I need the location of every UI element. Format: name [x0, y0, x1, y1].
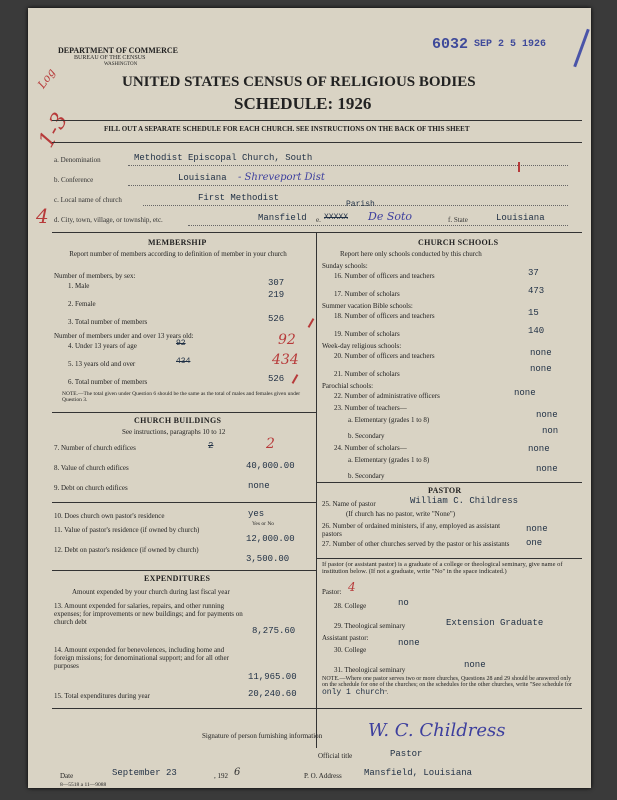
q15-value: 20,240.60: [248, 689, 297, 699]
q2-value: 219: [268, 290, 285, 300]
q26-value: none: [526, 524, 548, 534]
value-denomination: Methodist Episcopal Church, South: [134, 153, 313, 163]
schools-summer: Summer vacation Bible schools:: [322, 302, 413, 310]
q22-label: 22. Number of administrative officers: [334, 392, 440, 400]
membership-intro: Report number of members according to definition of member in your church: [69, 250, 287, 258]
buildings-intro: See instructions, paragraphs 10 to 12: [122, 428, 226, 436]
q25-value: William C. Childress: [410, 496, 519, 506]
q28-value: no: [398, 598, 409, 608]
q16-value: 37: [528, 268, 539, 278]
q17-label: 17. Number of scholars: [334, 290, 400, 298]
form-code: 8—5518 a 11—9088: [60, 782, 107, 788]
check-mark-top: [518, 162, 520, 172]
q6-value: 526: [268, 374, 285, 384]
q11-label: 11. Value of pastor's residence (if owned by church): [54, 526, 200, 534]
q14-value: 11,965.00: [248, 672, 297, 682]
margin-note-2: Log: [35, 66, 58, 91]
expenditures-intro: Amount expended by your church during last fiscal year: [72, 588, 230, 596]
buildings-title: CHURCH BUILDINGS: [134, 416, 222, 425]
date-year-hand: 6: [234, 767, 241, 778]
form-title: UNITED STATES CENSUS OF RELIGIOUS BODIES: [122, 74, 476, 90]
schools-title: CHURCH SCHOOLS: [418, 238, 499, 247]
q23b-value: non: [542, 426, 559, 436]
check-mark: [573, 29, 589, 68]
q24b-value: none: [536, 464, 558, 474]
q31-value: none: [464, 660, 486, 670]
value-e-struck: XXXXX: [324, 213, 349, 222]
official-title-label: Official title: [318, 752, 353, 760]
pastor-final-note: [322, 676, 576, 697]
value-city: Mansfield: [258, 213, 307, 223]
q19-label: 19. Number of scholars: [334, 330, 400, 338]
q27-value: one: [526, 538, 543, 548]
q23a-label: a. Elementary (grades 1 to 8): [348, 416, 430, 424]
q3-label: 3. Total number of members: [68, 318, 148, 326]
value-local-name: First Methodist: [198, 193, 280, 203]
membership-by-sex: Number of members, by sex:: [54, 272, 136, 280]
q30-value: none: [398, 638, 420, 648]
q28-label: 28. College: [334, 602, 367, 610]
po-value: Mansfield, Louisiana: [364, 768, 473, 778]
date-year: , 192: [214, 772, 228, 780]
q15-label: 15. Total expenditures during year: [54, 692, 150, 700]
membership-title: MEMBERSHIP: [148, 238, 207, 247]
q16-label: 16. Number of officers and teachers: [334, 272, 435, 280]
q14-label: 14. Amount expended for benevolences, including home and foreign missions; for denominational support; and for all other purposes: [54, 646, 229, 670]
form-subtitle: SCHEDULE: 1926: [234, 94, 372, 113]
q13-value: 8,275.60: [252, 626, 296, 636]
q5-label: 5. 13 years old and over: [68, 360, 136, 368]
margin-note-3: 4: [36, 204, 49, 228]
q1-value: 307: [268, 278, 285, 288]
stamp-number: 6032: [432, 36, 469, 53]
q20-value: none: [530, 348, 552, 358]
q17-value: 473: [528, 286, 545, 296]
q19-value: 140: [528, 326, 545, 336]
instructions: FILL OUT A SEPARATE SCHEDULE FOR EACH CHURCH. SEE INSTRUCTIONS ON THE BACK OF THIS SHEET: [104, 125, 470, 133]
label-city: d. City, town, village, or township, etc.: [54, 216, 163, 224]
schools-intro: Report here only schools conducted by this church: [340, 250, 482, 258]
pastor-final-end: ".: [384, 690, 389, 696]
value-conference-district: - Shreveport Dist: [238, 172, 325, 183]
q18-label: 18. Number of officers and teachers: [334, 312, 435, 320]
pastor-title: PASTOR: [428, 486, 462, 495]
q29-value: Extension Graduate: [446, 618, 544, 628]
pastor-label: Pastor:: [322, 588, 342, 596]
membership-age-intro: Number of members under and over 13 years old:: [54, 332, 194, 340]
margin-note-1: 1-3: [34, 108, 74, 153]
schools-weekday: Week-day religious schools:: [322, 342, 402, 350]
q7-value: 2: [266, 436, 275, 452]
schools-parochial: Parochial schools:: [322, 382, 374, 390]
q22-value: none: [514, 388, 536, 398]
label-e: e.: [316, 216, 321, 224]
census-schedule-page: [28, 8, 591, 788]
sig-label: Signature of person furnishing information: [202, 732, 323, 740]
q18-value: 15: [528, 308, 539, 318]
label-state: f. State: [448, 216, 468, 224]
q4-label: 4. Under 13 years of age: [68, 342, 137, 350]
value-state: Louisiana: [496, 213, 545, 223]
q7-struck: 2: [208, 441, 214, 451]
q30-label: 30. College: [334, 646, 367, 654]
value-parish-name: De Soto: [368, 210, 413, 223]
q9-label: 9. Debt on church edifices: [54, 484, 128, 492]
q12-value: 3,500.00: [246, 554, 290, 564]
label-local-name: c. Local name of church: [54, 196, 122, 204]
q13-label: 13. Amount expended for salaries, repairs, and other running expenses; for improvements or new buildings; and for payments on church debt: [54, 602, 243, 626]
dept-name: DEPARTMENT OF COMMERCE: [58, 46, 179, 55]
pastor-final-note-text: NOTE.—Where one pastor serves two or more churches, Questions 28 and 29 should be answered only on the schedule for one of the churches; on the schedules for the other churches, write "See schedule for: [322, 676, 572, 688]
q31-label: 31. Theological seminary: [334, 666, 406, 674]
q29-label: 29. Theological seminary: [334, 622, 406, 630]
date-value: September 23: [112, 768, 177, 778]
q21-value: none: [530, 364, 552, 374]
asst-label: Assistant pastor:: [322, 634, 369, 642]
q4-value: 92: [278, 332, 296, 348]
q1-label: 1. Male: [68, 282, 90, 290]
q8-label: 8. Value of church edifices: [54, 464, 129, 472]
expenditures-title: EXPENDITURES: [144, 574, 211, 583]
q5-struck: 434: [176, 357, 191, 366]
q26-label: 26. Number of ordained ministers, if any, employed as assistant pastors: [322, 522, 501, 538]
q5-value: 434: [272, 352, 299, 368]
pastor-grad-note: If pastor (or assistant pastor) is a graduate of a college or theological seminary, give name of institution below. (If not a graduate, write "No" in the space indicated.): [322, 561, 563, 575]
pastor-mark: 4: [348, 580, 356, 594]
q23-label: 23. Number of teachers—: [334, 404, 407, 412]
q21-label: 21. Number of scholars: [334, 370, 400, 378]
q10-value: yes: [248, 509, 265, 519]
q3-value: 526: [268, 314, 285, 324]
check-mark-q3: [308, 318, 315, 328]
value-parish: Parish: [346, 200, 375, 209]
q10-note: Yes or No: [252, 521, 275, 527]
schools-sunday: Sunday schools:: [322, 262, 368, 270]
q24b-label: b. Secondary: [348, 472, 385, 480]
q20-label: 20. Number of officers and teachers: [334, 352, 435, 360]
official-title-value: Pastor: [390, 749, 423, 759]
po-label: P. O. Address: [304, 772, 342, 780]
bureau-city: WASHINGTON: [104, 62, 138, 67]
membership-note: NOTE.—The total given under Question 6 should be the same as the total of males and females given under Question 3.: [62, 391, 301, 403]
q7-label: 7. Number of church edifices: [54, 444, 136, 452]
q11-value: 12,000.00: [246, 534, 295, 544]
q2-label: 2. Female: [68, 300, 96, 308]
check-mark-q6: [292, 374, 299, 384]
label-conference: b. Conference: [54, 176, 94, 184]
value-conference: Louisiana: [178, 173, 227, 183]
q9-value: none: [248, 481, 270, 491]
q27-label: 27. Number of other churches served by the pastor or his assistants: [322, 540, 510, 548]
q12-label: 12. Debt on pastor's residence (if owned by church): [54, 546, 199, 554]
q23b-label: b. Secondary: [348, 432, 385, 440]
q24-label: 24. Number of scholars—: [334, 444, 407, 452]
signature: W. C. Childress: [368, 720, 506, 741]
label-denomination: a. Denomination: [54, 156, 101, 164]
pastor-final-typed: only 1 church: [322, 688, 385, 697]
q23a-value: none: [536, 410, 558, 420]
stamp-date: SEP 2 5 1926: [474, 39, 547, 50]
q25-note: (If church has no pastor, write "None"): [346, 510, 456, 518]
date-label: Date: [60, 772, 74, 780]
q24a-value: none: [528, 444, 550, 454]
q4-struck: 92: [176, 339, 186, 348]
q6-label: 6. Total number of members: [68, 378, 148, 386]
q25-label: 25. Name of pastor: [322, 500, 376, 508]
bureau-name: BUREAU OF THE CENSUS: [74, 55, 146, 61]
q8-value: 40,000.00: [246, 461, 295, 471]
q10-label: 10. Does church own pastor's residence: [54, 512, 165, 520]
q24a-label: a. Elementary (grades 1 to 8): [348, 456, 430, 464]
